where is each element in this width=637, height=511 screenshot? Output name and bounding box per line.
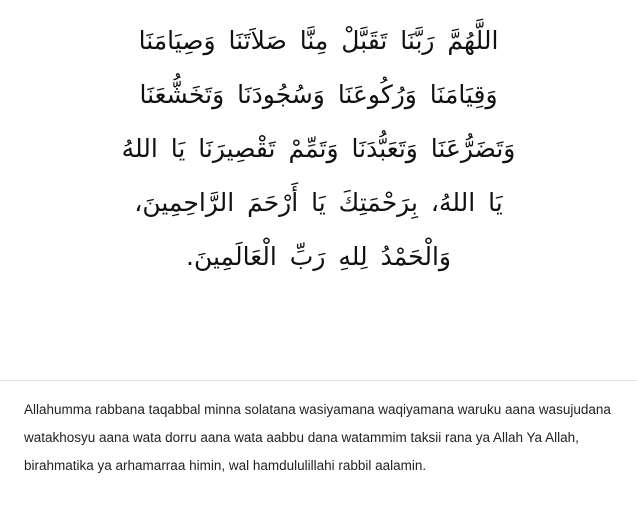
arabic-line-2: وَقِيَامَنَا وَرُكُوعَنَا وَسُجُودَنَا وَتَخَشُّعَنَا	[139, 80, 498, 109]
arabic-line-5: وَالْحَمْدُ لِلهِ رَبِّ الْعَالَمِينَ.	[186, 242, 451, 271]
transliteration-text: Allahumma rabbana taqabbal minna solatana wasiyamana waqiyamana waruku aana wasujudana watakhosyu aana wata dorru aana wata aabbu dana watammim taksii rana ya Allah Ya Allah, birahmatika ya arhamarraa himin, wal hamdululillahi rabbil aalamin.	[24, 402, 611, 473]
arabic-line-3: وَتَضَرُّعَنَا وَتَعَبُّدَنَا وَتَمِّمْ تَقْصِيرَنَا يَا اللهُ	[121, 134, 516, 163]
transliteration-block	[24, 396, 613, 480]
arabic-line-4: يَا اللهُ، بِرَحْمَتِكَ يَا أَرْحَمَ الرَّاحِمِينَ،	[134, 188, 503, 217]
arabic-line-1: اللَّهُمَّ رَبَّنَا تَقَبَّلْ مِنَّا صَلاَتَنَا وَصِيَامَنَا	[138, 26, 499, 55]
section-divider	[0, 380, 637, 381]
